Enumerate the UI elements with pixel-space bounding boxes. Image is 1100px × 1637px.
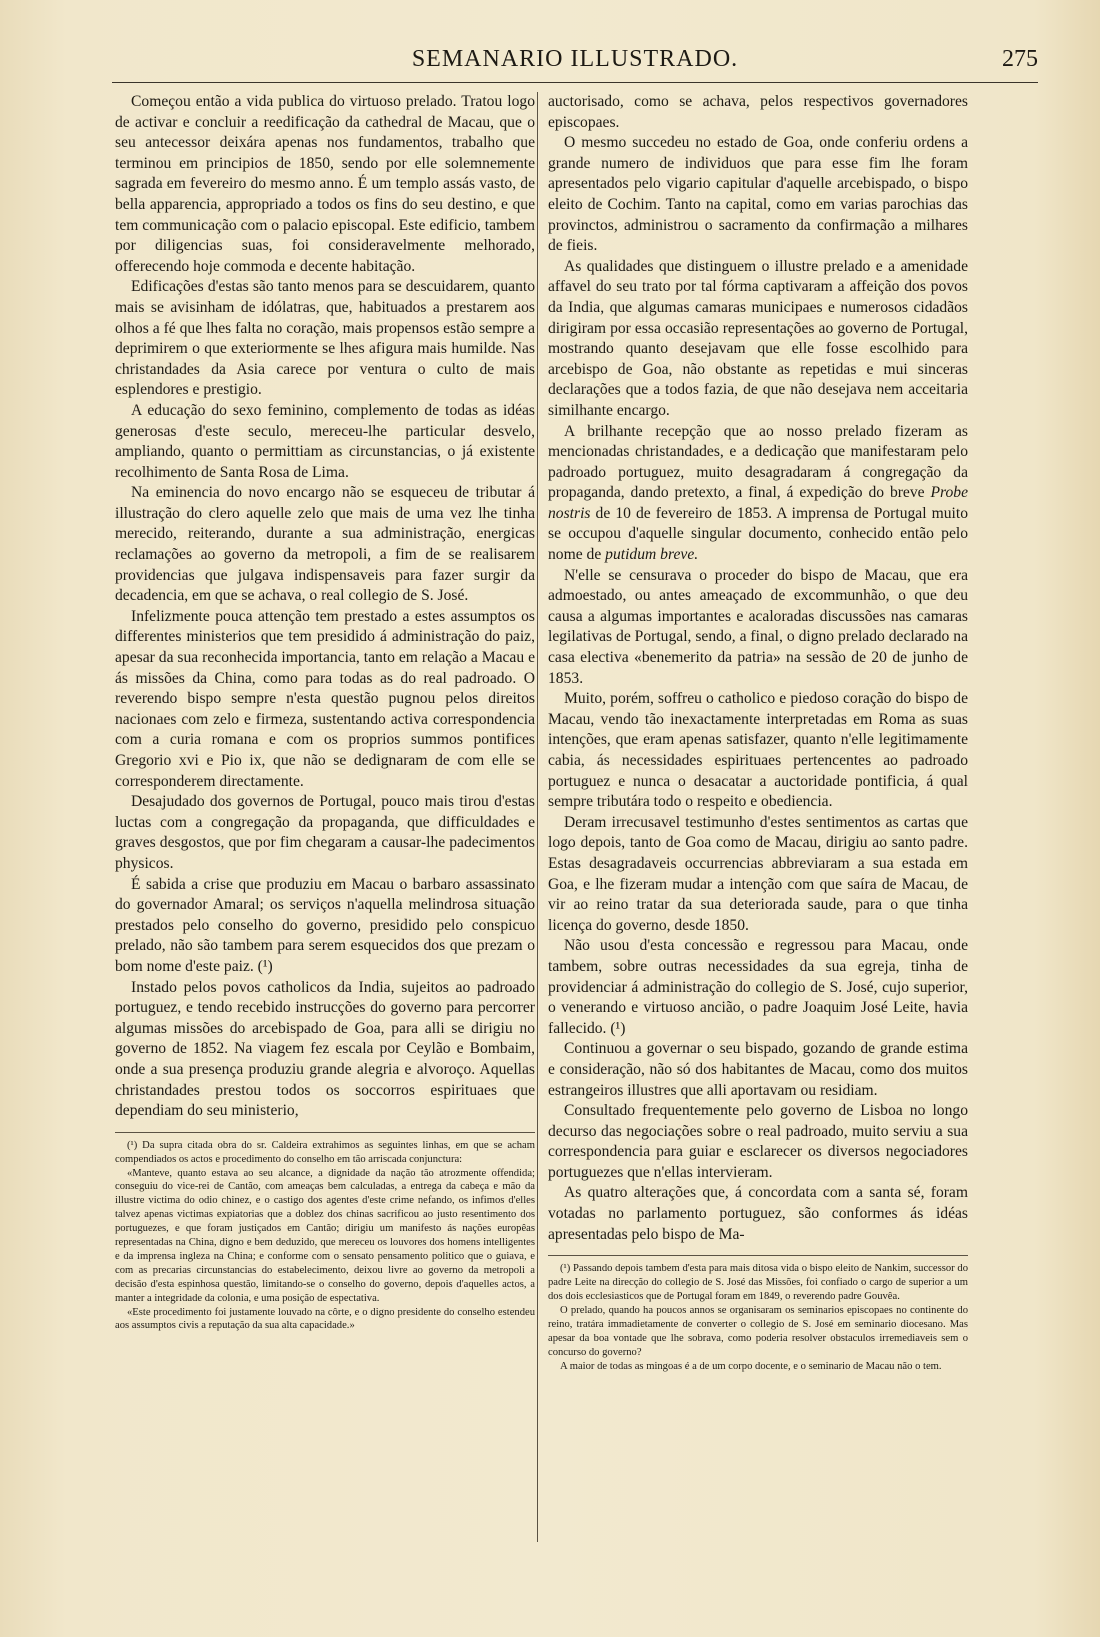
paragraph: Continuou a governar o seu bispado, gozando de grande estima e consideração, não só dos habitantes de Macau, como dos muitos estrangeiros illustres que alli aportavam ou residiam.	[548, 1040, 968, 1099]
paragraph	[548, 422, 968, 566]
paragraph: Muito, porém, soffreu o catholico e piedoso coração do bispo de Macau, vendo tão inexactamente interpretadas em Roma as suas intenções, que eram apenas satisfazer, quanto n'elle legitimamente cabia, ás necessidades espirituaes pertencentes ao padroado portuguez e nunca o desacatar a auctoridade pontificia, á qual sempre tributára todo o respeito e obediencia.	[548, 690, 968, 811]
paragraph: Deram irrecusavel testimunho d'estes sentimentos as cartas que logo depois, tanto de Goa como de Macau, dirigiu ao santo padre. Estas desagradaveis occurrencias abbreviaram a sua estada em Goa, e lhe fizeram mudar a intenção com que saíra de Macau, de vir ao reino tratar da sua deteriorada saude, para o que tinha licença do governo, desde 1850.	[548, 813, 968, 934]
column-divider	[537, 92, 538, 1542]
paragraph: Começou então a vida publica do virtuoso prelado. Tratou logo de activar e concluir a reedificação da cathedral de Macau, que o seu antecessor deixára apenas nos fundamentos, trabalho que terminou em principios de 1850, sendo por elle solemnemente sagrada em fevereiro do mesmo anno. É um templo assás vasto, de bella apparencia, appropriado a todos os fins do seu destino, e que tem communicação com o palacio episcopal. Este edificio, tambem por diligencias suas, foi consideravelmente melhorado, offerecendo hoje commoda e decente habitação.	[115, 93, 536, 275]
footnote: A maior de todas as mingoas é a de um corpo docente, e o seminario de Macau não o tem.	[560, 1360, 942, 1372]
paragraph: As qualidades que distinguem o illustre prelado e a amenidade affavel do seu trato por tal fórma captivaram a affeição dos povos da India, que algumas camaras municipaes e numerosos cidadãos dirigiram por essa occasião representações ao governo de Portugal, mostrando quanto desejavam que elle fosse escolhido para arcebispo de Goa, não obstante as repetidas e mui sinceras declarações que a todos fazia, de que não desejava nem acceitaria similhante encargo.	[548, 257, 968, 419]
paragraph: auctorisado, como se achava, pelos respectivos governadores episcopaes.	[548, 93, 968, 131]
text-run: A brilhante recepção que ao nosso prelado fizeram as mencionadas christandades, e a dedicação que manifestaram pelo padroado portuguez, muito desagradaram á congregação da propaganda, dando pretexto, a final, á expedição do breve	[548, 422, 968, 502]
footnote: (¹) Passando depois tambem d'esta para mais ditosa vida o bispo eleito de Nankim, successor do padre Leite na direcção do collegio de S. José das Missões, foi confiado o cargo de superior a um dos dois ecclesiasticos que de Portugal foram em 1849, o reverendo padre Gouvêa.	[548, 1263, 968, 1303]
footnotes	[115, 1139, 535, 1334]
paragraph: É sabida a crise que produziu em Macau o barbaro assassinato do governador Amaral; os serviços n'aquella melindrosa situação prestados pelo conselho do governo, presidido pelo conspicuo prelado, não são tambem para serem esquecidos dos que prezam o bom nome d'este paiz. (¹)	[115, 875, 535, 975]
paragraph: Consultado frequentemente pelo governo de Lisboa no longo decurso das negociações sobre o real padroado, muito serviu a sua correspondencia para guiar e esclarecer os diversos negociadores portuguezes que n'ellas intervieram.	[548, 1102, 968, 1181]
footnote-quote: «Manteve, quanto estava ao seu alcance, a dignidade da nação tão atrozmente offendida; conseguiu do vice-rei de Cantão, com ameaças bem calculadas, a entrega da cabeça e mão da illustre victima do odio chinez, e o castigo dos agentes d'este crime nefando, os infimos d'elles talvez apenas victimas expiatorias que a doblez dos chinas sacrificou ao justo resentimento dos portuguezes, e que foram justiçados em Cantão; dirigiu um manifesto ás nações europêas representadas na China, digno e bem deduzido, que mereceu os louvores dos homens intelligentes e da imprensa ingleza na China; e conforme com o sensato pensamento politico que o guiava, e com as precarias circunstancias do estabelecimento, deixou livre ao governo da metropoli a decisão d'esta espinhosa questão, limitando-se o conselho do governo, depois d'aquelles actos, a manter a integridade da colonia, e uma posição de espectativa.	[115, 1167, 535, 1304]
left-column	[115, 92, 535, 1333]
footnote-rule	[548, 1255, 968, 1256]
paragraph: A educação do sexo feminino, complemento de todas as idéas generosas d'este seculo, mereceu-lhe particular desvelo, ampliando, quanto o permittiam as circunstancias, o já existente recolhimento de Santa Rosa de Lima.	[115, 401, 535, 481]
paragraph: Infelizmente pouca attenção tem prestado a estes assumptos os differentes ministerios que tem presidido á administração do paiz, apesar da sua reconhecida importancia, tanto em relação a Macau e ás missões da China, como para todas as do real padroado. O reverendo bispo sempre n'esta questão pugnou pelos direitos nacionaes com zelo e firmeza, sustentando activa correspondencia com a curia romana e com os proprios summos pontifices Gregorio xvi e Pio ix, que não se dedignaram de com elle se corresponderem directamente.	[115, 607, 535, 790]
right-column	[548, 92, 968, 1374]
paragraph: Desajudado dos governos de Portugal, pouco mais tirou d'estas luctas com a congregação da propaganda, que difficuldades e graves desgostos, que por fim chegaram a causar-lhe padecimentos physicos.	[115, 793, 535, 872]
paragraph: N'elle se censurava o proceder do bispo de Macau, que era admoestado, ou antes ameaçado de excommunhão, o que deu causa a algumas importantes e acaloradas discussões nas camaras legilativas de Portugal, sendo, a final, o digno prelado declarado na casa electiva «benemerito da patria» na sessão de 20 de junho de 1853.	[548, 566, 968, 687]
breve-title: Probe nostris	[548, 484, 968, 522]
publication-title: SEMANARIO ILLUSTRADO.	[411, 46, 739, 72]
page-header	[112, 42, 1038, 78]
footnote: O prelado, quando ha poucos annos se organisaram os seminarios episcopaes no continente do reino, tratára immadietamente de converter o collegio de S. José em seminario diocesano. Mas apesar da boa vontade que lhe sobrava, como poderia resolver obstaculos irremediaveis sem o concurso do governo?	[548, 1304, 968, 1358]
header-rule	[112, 82, 1038, 83]
text-run: de 10 de fevereiro de 1853. A imprensa de Portugal muito se occupou d'aquelle singular documento, conhecido então pelo nome de	[548, 504, 968, 564]
paragraph: O mesmo succedeu no estado de Goa, onde conferiu ordens a grande numero de individuos que para esse fim lhe foram apresentados pelo vigario capitular d'aquelle arcebispado, o bispo eleito de Cochim. Tanto na capital, como em varias parochias das provinctos, administrou o sacramento da confirmação a milhares de fieis.	[548, 134, 968, 255]
breve-nickname: putidum breve.	[605, 546, 699, 564]
footnote-rule	[115, 1132, 535, 1133]
paragraph: Na eminencia do novo encargo não se esqueceu de tributar á illustração do clero aquelle zelo que mais de uma vez lhe tinha merecido, reiterando, durante a sua administração, energicas reclamações ao governo da metropoli, a fim de se realisarem providencias que julgava indispensaveis para fazer surgir da decadencia, em que se achava, o real collegio de S. José.	[115, 484, 535, 605]
paragraph: Não usou d'esta concessão e regressou para Macau, onde tambem, sobre outras necessidades da sua egreja, tinha de providenciar á administração do collegio de S. José, cujo superior, o venerando e virtuoso ancião, o padre Joaquim José Leite, havia fallecido. (¹)	[548, 937, 968, 1037]
footnote-quote: «Este procedimento foi justamente louvado na côrte, e o digno presidente do conselho estendeu aos assumptos civis a reputação da sua alta capacidade.»	[115, 1306, 535, 1332]
paragraph: As quatro alterações que, á concordata com a santa sé, foram votadas no parlamento portuguez, são conformes ás idéas apresentadas pelo bispo de Ma-	[548, 1184, 968, 1243]
page-number: 275	[1002, 46, 1038, 72]
paragraph: Instado pelos povos catholicos da India, sujeitos ao padroado portuguez, e tendo recebido instrucções do governo para percorrer algumas missões do arcebispado de Goa, para alli se dirigiu no governo de 1852. Na viagem fez escala por Ceylão e Bombaim, onde a sua presença produziu grande alegria e alvoroço. Aquellas christandades prestou todos os soccorros espirituaes que dependiam do seu ministerio,	[115, 978, 535, 1120]
footnotes	[548, 1262, 968, 1373]
footnote: (¹) Da supra citada obra do sr. Caldeira extrahimos as seguintes linhas, em que se acham compendiados os actos e procedimento do conselho em tão arriscada conjunctura:	[115, 1139, 535, 1165]
paragraph: Edificações d'estas são tanto menos para se descuidarem, quanto mais se avisinham de idólatras, que, habituados a prestarem aos olhos a fé que lhes falta no coração, mais propensos estão sempre a deprimirem o que exteriormente se lhes afigura mais humilde. Nas christandades da Asia carece por ventura o culto de mais esplendores e prestigio.	[115, 278, 535, 399]
